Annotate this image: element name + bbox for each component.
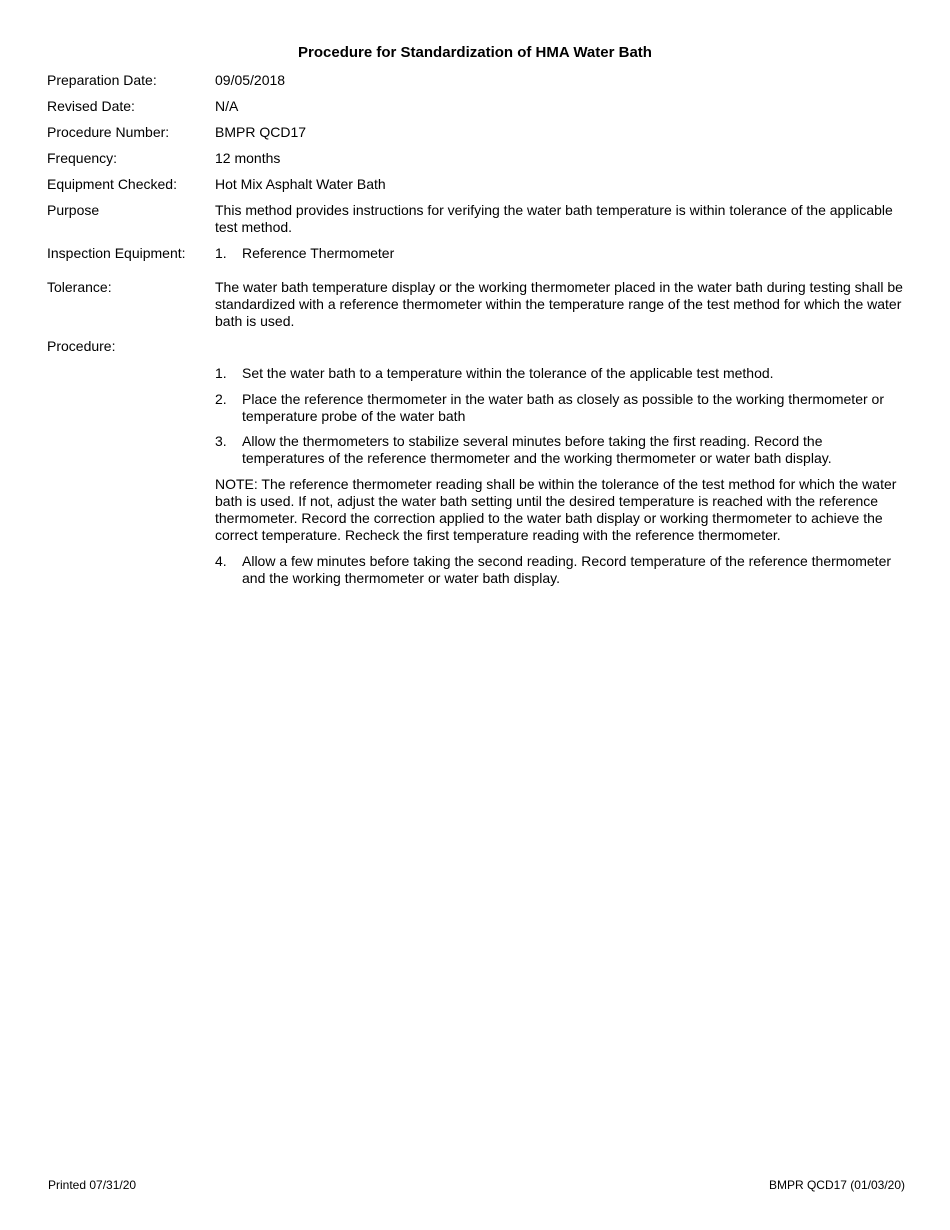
preparation-date-label: Preparation Date: bbox=[47, 72, 157, 88]
printed-date: Printed 07/31/20 bbox=[48, 1178, 137, 1192]
revised-date-label: Revised Date: bbox=[47, 98, 135, 114]
frequency-label: Frequency: bbox=[47, 150, 118, 166]
procedure-step-text: Allow the thermometers to stabilize several minutes before taking the first reading. Record the temperatures of the reference thermometer and the working thermometer or water bath display. bbox=[242, 433, 832, 466]
tolerance-text: The water bath temperature display or the working thermometer placed in the water bath during testing shall be standardized with a reference thermometer within the temperature range of the test method for which the water bath is used. bbox=[215, 279, 903, 329]
inspection-equipment-label: Inspection Equipment: bbox=[47, 245, 186, 261]
procedure-note: NOTE: The reference thermometer reading shall be within the tolerance of the test method for which the water bath is used. If not, adjust the water bath setting until the desired temperature is reached with the reference thermometer. Record the correction applied to the water bath display or working thermometer to achieve the correct temperature. Recheck the first temperature reading with the reference thermometer. bbox=[215, 476, 897, 543]
revised-date-value: N/A bbox=[215, 98, 239, 114]
purpose-value: This method provides instructions for verifying the water bath temperature is within tolerance of the applicable test method. bbox=[215, 202, 893, 235]
frequency-value: 12 months bbox=[215, 150, 281, 166]
procedure-label: Procedure: bbox=[47, 338, 116, 354]
tolerance-label: Tolerance: bbox=[47, 279, 112, 295]
equipment-checked-label: Equipment Checked: bbox=[47, 176, 177, 192]
inspection-item-text: Reference Thermometer bbox=[242, 245, 395, 261]
procedure-number-value: BMPR QCD17 bbox=[215, 124, 307, 140]
procedure-step-number: 3. bbox=[215, 433, 227, 449]
procedure-step-text: Set the water bath to a temperature within the tolerance of the applicable test method. bbox=[242, 365, 774, 381]
procedure-step-text: Allow a few minutes before taking the second reading. Record temperature of the reference thermometer and the working thermometer or water bath display. bbox=[242, 553, 892, 586]
purpose-label: Purpose bbox=[47, 202, 100, 218]
procedure-number-label: Procedure Number: bbox=[47, 124, 170, 140]
procedure-step-number: 2. bbox=[215, 391, 227, 407]
inspection-item-number: 1. bbox=[215, 245, 227, 261]
procedure-step-number: 4. bbox=[215, 553, 227, 569]
page-title: Procedure for Standardization of HMA Water Bath bbox=[298, 44, 652, 61]
document-id: BMPR QCD17 (01/03/20) bbox=[768, 1178, 905, 1192]
procedure-step-number: 1. bbox=[215, 365, 227, 381]
preparation-date-value: 09/05/2018 bbox=[215, 72, 286, 88]
procedure-step-text: Place the reference thermometer in the water bath as closely as possible to the working thermometer or temperature probe of the water bath bbox=[242, 391, 884, 424]
equipment-checked-value: Hot Mix Asphalt Water Bath bbox=[215, 176, 386, 192]
